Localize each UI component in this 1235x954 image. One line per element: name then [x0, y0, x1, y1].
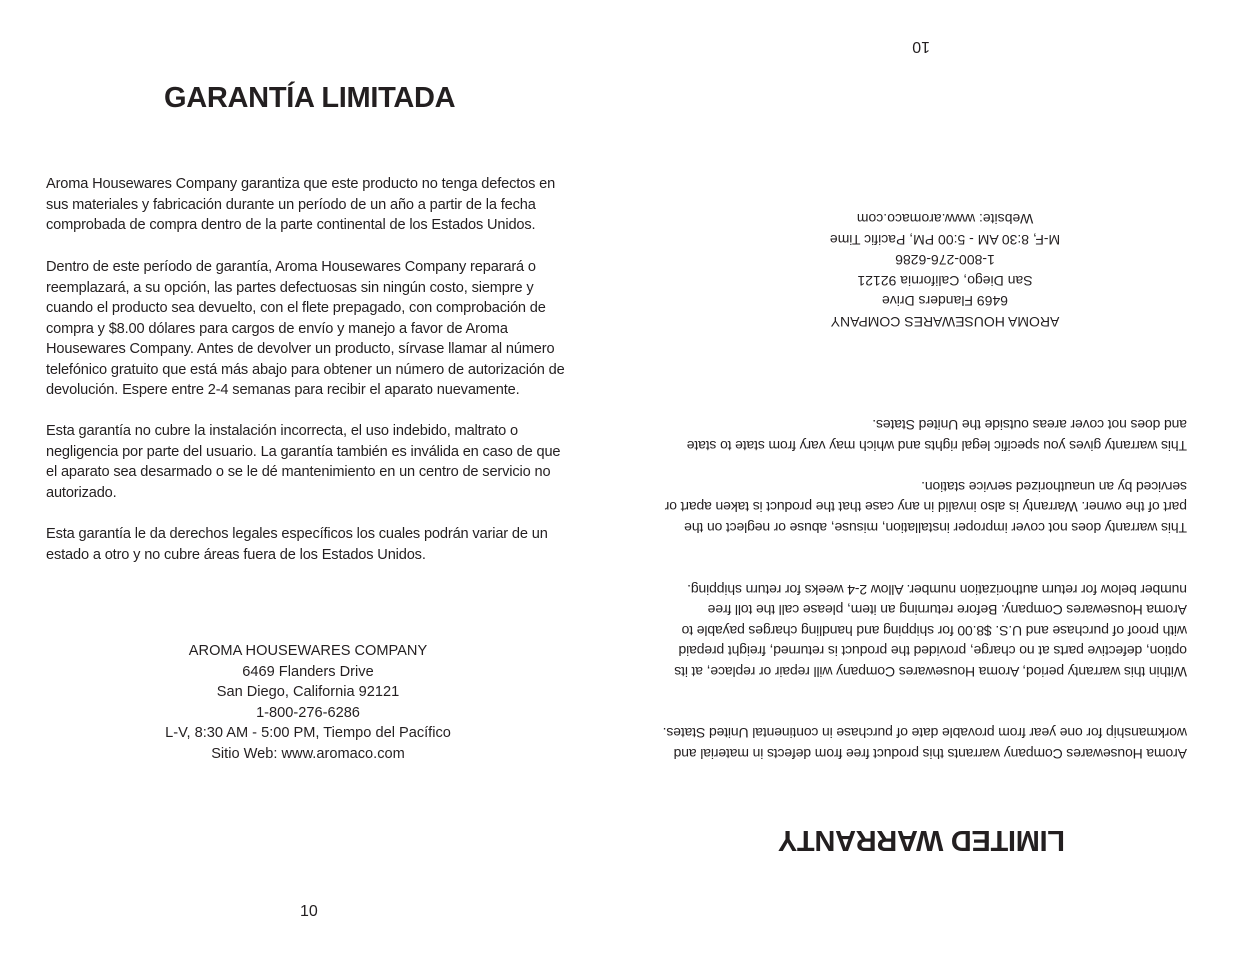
page-number: 10 [300, 903, 318, 920]
city-state-zip: San Diego, California 92121 [216, 684, 400, 700]
warranty-paragraph-legal-rights: Esta garantía le da derechos legales específicos los cuales podrán variar de un estado a otro y no cubre áreas fuera de los Estados Unidos. [46, 526, 548, 563]
website: Website: www.aromaco.com [856, 211, 1034, 228]
company-name: AROMA HOUSEWARES COMPANY [830, 314, 1060, 330]
city-state-zip: San Diego, California 92121 [857, 273, 1033, 289]
street-address: 6469 Flanders Drive [881, 293, 1009, 310]
phone-number: 1-800-276-6286 [895, 252, 995, 269]
warranty-paragraph-coverage: Aroma Housewares Company garantiza que este producto no tenga defectos en sus materiales y fabricación durante un período de un año a partir de la fecha comprobada de compra dentro de la parte continental de los Estados Unidos. [46, 176, 556, 233]
warranty-paragraph-repair: Dentro de este período de garantía, Aroma Housewares Company reparará o reemplazará, a su opción, las partes defectuosas sin ningún costo, siempre y cuando el producto sea devuelto, con el flete prepagado, con comprobación de compra y $8.00 dólares para cargos de envío y manejo a favor de Aroma Housewares Company. Antes de devolver un producto, sírvase llamar al número telefónico gratuito que está más abajo para obtener un número de autorización de devolución. Espere entre 2-4 semanas para recibir el aparato nuevamente. [46, 259, 565, 398]
street-address: 6469 Flanders Drive [242, 663, 374, 680]
business-hours: M-F, 8:30 AM - 5:00 PM, Pacific Time [829, 232, 1061, 248]
english-warranty-page [618, 0, 1235, 954]
company-name: AROMA HOUSEWARES COMPANY [188, 643, 428, 659]
warranty-paragraph-exclusions: This warranty does not cover improper installation, misuse, abuse or neglect on the part of the owner. Warranty is also invalid in any case that the product is taken apart or serviced by an unauthorized service station. [664, 479, 1187, 536]
warranty-paragraph-coverage: Aroma Housewares Company warrants this product free from defects in material and workmanship for one year from provable date of purchase in continental United States. [662, 725, 1187, 762]
page-title: LIMITED WARRANTY [778, 824, 1065, 856]
spanish-warranty-page [0, 0, 617, 954]
phone-number: 1-800-276-6286 [256, 704, 360, 721]
website: Sitio Web: www.aromaco.com [211, 745, 405, 762]
page-title: GARANTÍA LIMITADA [164, 82, 456, 114]
warranty-paragraph-repair: Within this warranty period, Aroma Housewares Company will repair or replace, at its option, defective parts at no charge, provided the product is returned, freight prepaid with proof of purchase and U.S. $8.00 for shipping and handling charges payable to Aroma Housewares Company. Before returning an item, please call the toll free number below for return authorization number. Allow 2-4 weeks for return shipping. [674, 582, 1187, 680]
company-address-block [735, 209, 1155, 332]
company-address-block [108, 641, 508, 764]
warranty-paragraph-legal-rights: This warranty gives you specific legal rights and which may vary from state to state and does not cover areas outside the United States. [686, 417, 1187, 454]
business-hours: L-V, 8:30 AM - 5:00 PM, Tiempo del Pacífico [165, 725, 451, 741]
warranty-paragraph-exclusions: Esta garantía no cubre la instalación incorrecta, el uso indebido, maltrato o negligencia por parte del usuario. La garantía también es inválida en caso de que el aparato sea desarmado o se le dé mantenimiento en un centro de servicio no autorizado. [46, 423, 561, 501]
page-number: 10 [912, 38, 930, 55]
